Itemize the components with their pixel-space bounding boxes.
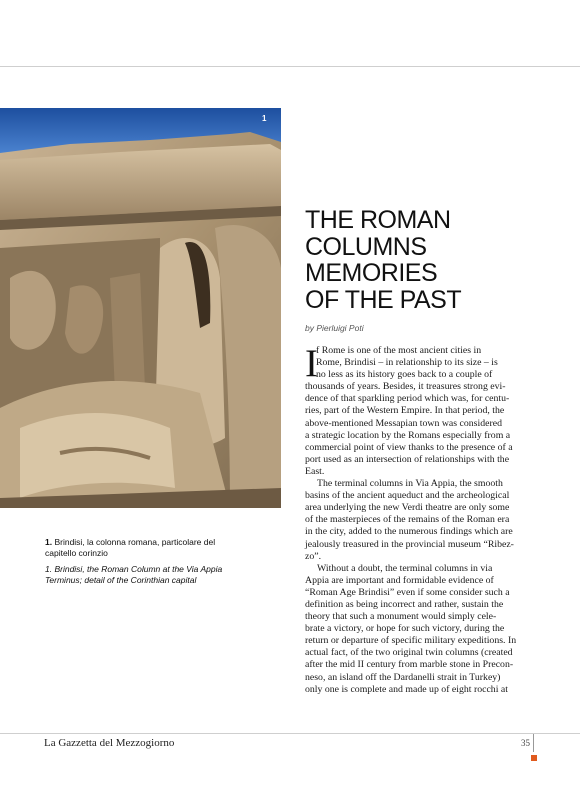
article-title: THE ROMAN COLUMNS MEMORIES OF THE PAST	[305, 206, 462, 314]
drop-cap: I	[305, 342, 318, 385]
article-byline: by Pierluigi Poti	[305, 323, 364, 333]
stone-relief-illustration	[0, 108, 281, 508]
article-body	[305, 342, 536, 696]
publication-name: La Gazzetta del Mezzogiorno	[44, 737, 175, 749]
caption-english: 1. Brindisi, the Roman Column at the Via Appia Terminus; detail of the Corinthian capital	[45, 564, 223, 585]
accent-square	[531, 755, 537, 761]
paragraph-2: The terminal columns in Via Appia, the smooth basins of the ancient aqueduct and the archeological area underlying the new Verdi theatre are only some of the masterpieces of the remains of the Roman era in the city, added to the numerous findings which are jealously treasured in the provincial museum “Ribez- zo”.	[305, 478, 514, 562]
caption-italian: 1. Brindisi, la colonna romana, particolare del capitello corinzio	[45, 537, 216, 558]
page-marker-line	[533, 734, 534, 752]
caption-number: 1.	[45, 537, 53, 547]
bottom-rule	[0, 733, 580, 734]
figure-caption	[45, 537, 245, 585]
paragraph-1: f Rome is one of the most ancient cities in Rome, Brindisi – in relationship to its size – is no less as its history goes back to a couple of thousands of years. Besides, it treasures strong evi- dence of that sparkling period which was, for centu- ries, part of the Western Empire. In that period, the above-mentioned Messapian town was considered a strategic location by the Romans especially from a commercial point of view thanks to the presence of a port used as an intersection of relationships with the East.	[305, 345, 513, 477]
top-rule	[0, 66, 580, 67]
page-number: 35	[521, 738, 530, 748]
paragraph-3: Without a doubt, the terminal columns in via Appia are important and formidable evidence of “Roman Age Brindisi” even if some consider such a definition as being incorrect and rather, sustain the theory that such a monument would simply cele- brate a victory, or hope for such victory, during the return or departure of specific military expeditions. In actual fact, of the two original twin columns (created after the mid II century from marble stone in Precon- neso, an island off the Dardanelli strait in Turkey) only one is complete and made up of eight rocchi at	[305, 562, 517, 695]
column-capital-photo	[0, 108, 281, 508]
figure-number: 1	[262, 114, 267, 123]
